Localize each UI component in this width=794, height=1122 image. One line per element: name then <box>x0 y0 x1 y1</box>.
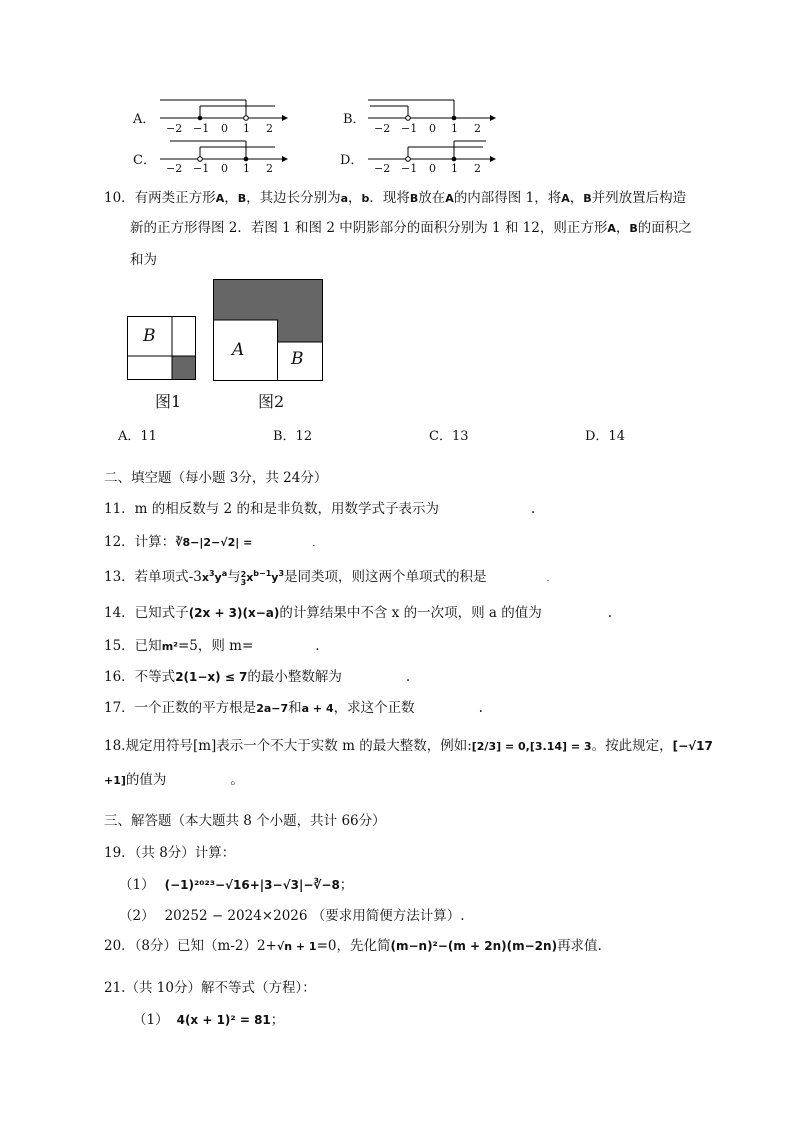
tick-label: −1 <box>193 122 210 135</box>
q9-option-a-label: A． <box>133 112 156 127</box>
q10-option-b: B．12 <box>273 429 313 444</box>
question-11: 11．m 的相反数与 2 的和是非负数，用数学式子表示为 . <box>104 501 536 517</box>
tick-label: −1 <box>401 162 418 175</box>
figure-2-label-a: A <box>232 340 245 360</box>
figure-2-caption: 图2 <box>258 392 285 411</box>
q10-option-c: C．13 <box>429 429 469 444</box>
question-14: 14．已知式子(2x + 3)(x−a)的计算结果中不含 x 的一次项，则 a 的值为 . <box>104 605 612 621</box>
tick-label: 1 <box>451 122 458 135</box>
question-19-part-1: （1） (−1)²⁰²³−√16+|3−√3|−∛−8； <box>119 877 354 893</box>
question-10-line-3: 和为 <box>130 252 157 268</box>
question-18-line-1: 18.规定用符号[m]表示一个不大于实数 m 的最大整数，例如:[2/3] = 0,[3.14] = 3。按此规定，[−√17 <box>104 738 713 754</box>
tick-label: 1 <box>243 162 250 175</box>
question-21-title: 21.（共 10分）解不等式（方程）： <box>104 980 316 996</box>
q9-option-b-label: B． <box>343 112 366 127</box>
figure-1 <box>127 316 197 386</box>
question-20: 20．（8分）已知（m-2）2+√n + 1=0，先化简(m−n)²−(m + 2n)(m−2n)再求值. <box>104 938 602 954</box>
question-17: 17．一个正数的平方根是2a−7和a + 4，求这个正数 . <box>104 700 483 716</box>
tick-label: 0 <box>429 122 436 135</box>
q10-option-d: D．14 <box>585 429 625 444</box>
question-16: 16．不等式2(1−x) ≤ 7的最小整数解为 . <box>104 669 411 685</box>
tick-label: −2 <box>166 122 183 135</box>
section-3-title: 三、解答题（本大题共 8 个小题，共计 66分） <box>104 813 386 829</box>
tick-label: −2 <box>166 162 183 175</box>
question-19-title: 19．（共 8分）计算： <box>104 845 236 861</box>
question-21-part-1: （1） 4(x + 1)² = 81； <box>133 1012 285 1028</box>
tick-label: 0 <box>221 122 228 135</box>
tick-label: 1 <box>243 122 250 135</box>
figure-2-label-b: B <box>291 349 304 369</box>
figure-1-caption: 图1 <box>155 392 182 411</box>
question-12: 12．计算：∛8−|2−√2| = . <box>104 534 316 550</box>
question-13: 13．若单项式$-3x^3y^a$与2 $3x^{b-1}y^3$是同类项，则这两个单项式的积是 . <box>104 569 550 587</box>
tick-label: −2 <box>374 162 391 175</box>
tick-label: 1 <box>451 162 458 175</box>
tick-label: −1 <box>193 162 210 175</box>
figure-2 <box>213 279 325 387</box>
tick-label: 2 <box>474 162 481 175</box>
question-10-line-2: 新的正方形得图 2．若图 1 和图 2 中阴影部分的面积分别为 1 和 12，则正方形A，B的面积之 <box>130 220 692 236</box>
question-18-line-2: +1]的值为 。 <box>104 772 244 788</box>
tick-label: −2 <box>374 122 391 135</box>
tick-label: 2 <box>474 122 481 135</box>
question-19-part-2: （2） 20252 − 2024×2026 （要求用简便方法计算）. <box>119 908 465 924</box>
q9-option-c-label: C． <box>133 153 156 168</box>
tick-label: 2 <box>266 162 273 175</box>
tick-label: −1 <box>401 122 418 135</box>
question-10-line-1: 10．有两类正方形A，B，其边长分别为a，b．现将B放在A的内部得图 1，将A，B并列放置后构造 <box>104 190 687 206</box>
tick-label: 2 <box>266 122 273 135</box>
q9-option-d-label: D． <box>340 153 364 168</box>
figure-1-label-b: B <box>143 326 156 346</box>
q10-option-a: A．11 <box>118 429 157 444</box>
tick-label: 0 <box>429 162 436 175</box>
tick-label: 0 <box>221 162 228 175</box>
question-15: 15．已知m²=5，则 m= . <box>104 638 320 654</box>
section-2-title: 二、填空题（每小题 3分，共 24分） <box>104 470 328 486</box>
